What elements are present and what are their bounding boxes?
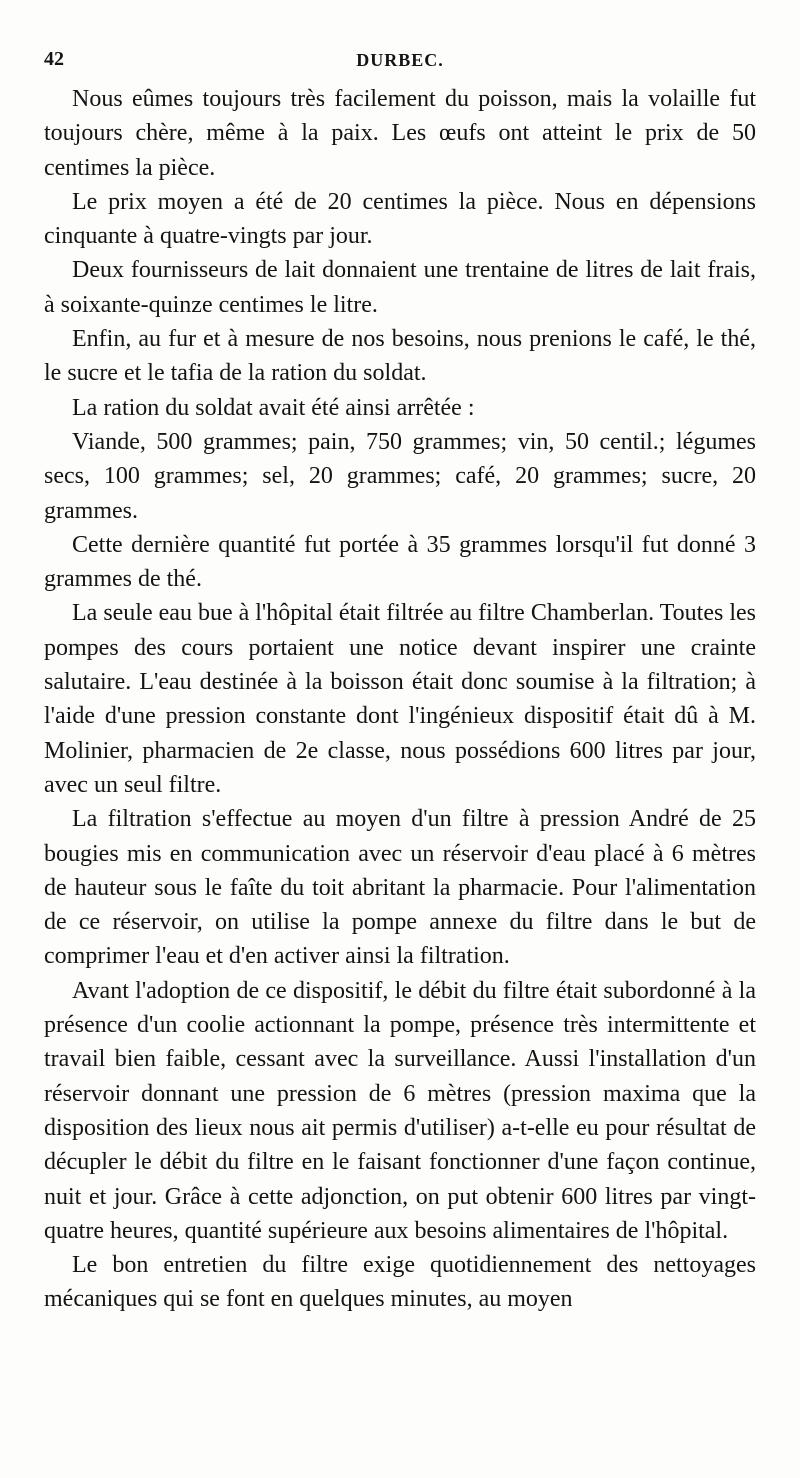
body-text: [44, 82, 756, 1317]
paragraph-filter-mechanism: La filtration s'effectue au moyen d'un filtre à pression André de 25 bougies mis en communication avec un réservoir d'eau placé à 6 mètres de hauteur sous le faîte du toit abritant la pharmacie. Pour l'alimentation de ce réservoir, on utilise la pompe annexe du filtre dans le but de comprimer l'eau et d'en activer ainsi la filtration.: [44, 806, 756, 970]
paragraph-tea-quantity: Cette dernière quantité fut portée à 35 grammes lorsqu'il fut donné 3 grammes de thé.: [44, 531, 756, 593]
paragraph-milk-suppliers: Deux fournisseurs de lait donnaient une trentaine de litres de lait frais, à soixante-quinze centimes le litre.: [44, 257, 756, 318]
running-head: DURBEC.: [356, 50, 444, 70]
paragraph-ration-intro: La ration du soldat avait été ainsi arrêtée :: [72, 394, 475, 421]
paragraph-soldier-ration-use: Enfin, au fur et à mesure de nos besoins, nous prenions le café, le thé, le sucre et le tafia de la ration du soldat.: [44, 326, 756, 387]
paragraph-filter-maintenance: Le bon entretien du filtre exige quotidiennement des nettoyages mécaniques qui se font en quelques minutes, au moyen: [44, 1252, 756, 1313]
paragraph-ration-list: Viande, 500 grammes; pain, 750 grammes; vin, 50 centil.; légumes secs, 100 grammes; sel, 20 grammes; café, 20 grammes; sucre, 20 grammes.: [44, 428, 756, 524]
paragraph-reservoir-installation: Avant l'adoption de ce dispositif, le débit du filtre était subordonné à la présence d'un coolie actionnant la pompe, présence très intermittente et travail bien faible, cessant avec la surveillance. Aussi l'installation d'un réservoir donnant une pression de 6 mètres (pression maxima que la disposition des lieux nous ait permis d'utiliser) a-t-elle eu pour résultat de décupler le débit du filtre en le faisant fonctionner d'une façon continue, nuit et jour. Grâce à cette adjonction, on put obtenir 600 litres par vingt-quatre heures, quantité supérieure aux besoins alimentaires de l'hôpital.: [44, 977, 756, 1244]
page-header: [44, 48, 756, 78]
page-number: 42: [44, 48, 64, 70]
paragraph-average-price: Le prix moyen a été de 20 centimes la pièce. Nous en dépensions cinquante à quatre-vingts par jour.: [44, 188, 756, 250]
paragraph-poultry: Nous eûmes toujours très facilement du poisson, mais la volaille fut toujours chère, même à la paix. Les œufs ont atteint le prix de 50 centimes la pièce.: [44, 86, 756, 181]
paragraph-water-filtration: La seule eau bue à l'hôpital était filtrée au filtre Chamberlan. Toutes les pompes des cours portaient une notice devant inspirer une crainte salutaire. L'eau destinée à la boisson était donc soumise à la filtration; à l'aide d'une pression constante dont l'ingénieux dispositif était dû à M. Molinier, pharmacien de 2e classe, nous possédions 600 litres par jour, avec un seul filtre.: [44, 600, 756, 798]
